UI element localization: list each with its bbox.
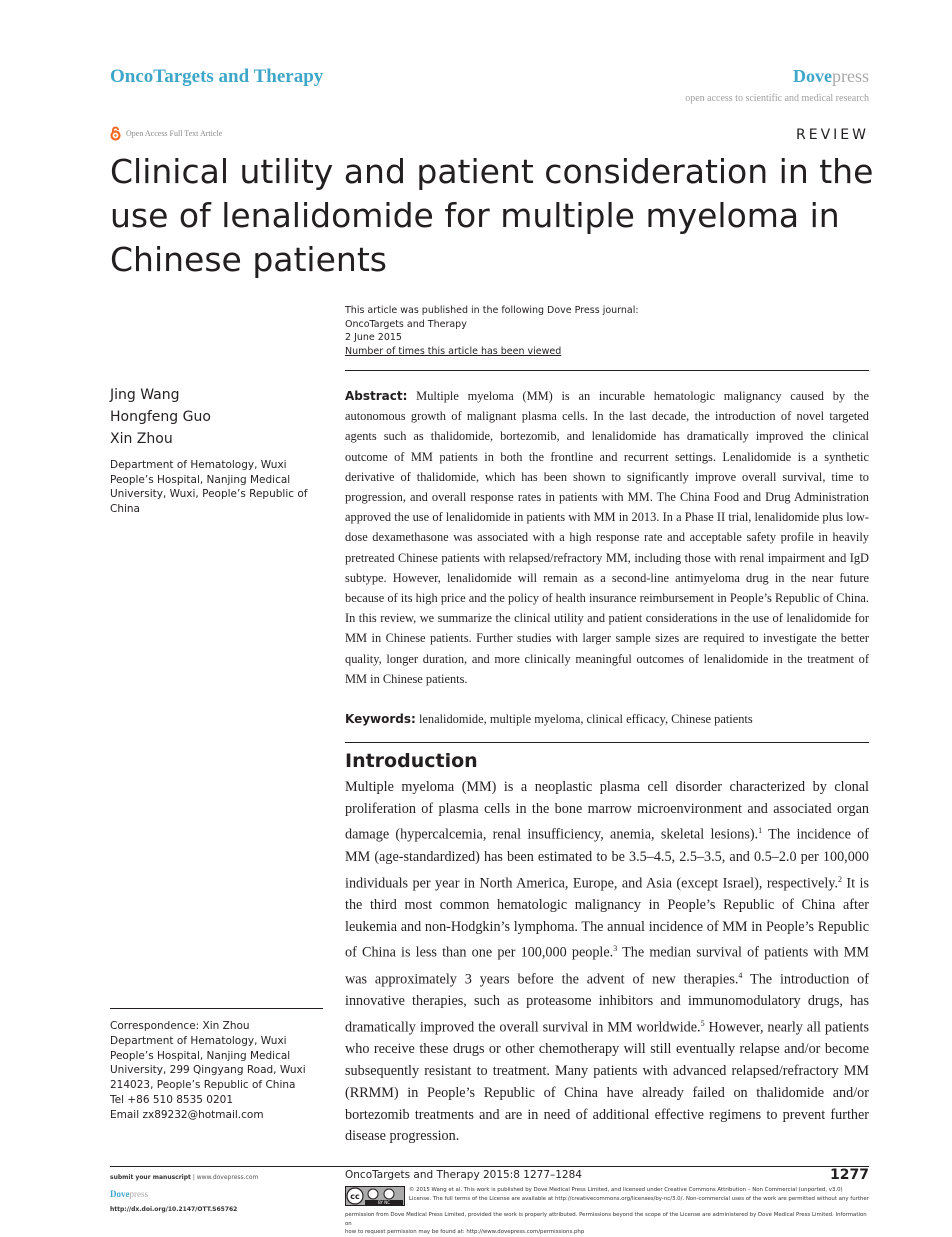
correspondence-line: Correspondence: Xin Zhou	[110, 1020, 250, 1032]
license-text	[409, 1186, 869, 1203]
submit-manuscript-link[interactable]: submit your manuscript	[110, 1174, 191, 1181]
correspondence-phone: Tel +86 510 8535 0201	[110, 1093, 234, 1106]
pub-line: This article was published in the following Dove Press journal:	[345, 305, 639, 316]
keywords-label: Keywords:	[345, 712, 416, 726]
reference-marker[interactable]: 2	[838, 874, 842, 884]
footer-citation: OncoTargets and Therapy 2015:8 1277–1284	[345, 1169, 582, 1181]
open-access-badge	[110, 126, 222, 141]
intro-sentence: The incidence of MM (age-standardized) has been estimated to be 3.5–4.5, 2.5–3.5, and 0.5–2.0 per 100,000 individuals per year in North America, Europe, and Asia (except Israel), respectively.	[345, 827, 869, 892]
author-list	[110, 384, 211, 450]
pub-date: 2 June 2015	[345, 332, 402, 343]
views-link[interactable]: Number of times this article has been viewed	[345, 345, 562, 357]
publication-info	[345, 304, 639, 358]
abstract-text: Multiple myeloma (MM) is an incurable hematologic malignancy caused by the autonomous growth of malignant plasma cells. In the last decade, the introduction of novel targeted agents such as thalidomide, bortezomib, and lenalidomide has dramatically improved the clinical outcome of MM patients in both the frontline and recurrent settings. Lenalidomide is a synthetic derivative of thalidomide, which has been shown to significantly improve overall survival, time to progression, and overall response rates in patients with MM. The China Food and Drug Administration approved the use of lenalidomide in patients with MM in 2013. In a Phase II trial, lenalidomide plus low-dose dexamethasone was associated with a high response rate and acceptable safety profile in heavily pretreated Chinese patients with relapsed/refractory MM, including those with renal impairment and IgD subtype. However, lenalidomide will remain as a second-line antimyeloma drug in the near future because of its high price and the policy of health insurance reimbursement in People’s Republic of China. In this review, we summarize the clinical utility and patient considerations in the use of lenalidomide for MM in Chinese patients. Further studies with larger sample sizes are required to investigate the better quality, longer duration, and more clinically meaningful outcomes of lenalidomide in the treatment of MM in Chinese patients.	[345, 389, 869, 686]
affiliation: Department of Hematology, Wuxi People’s Hospital, Nanjing Medical University, Wuxi, People’s Republic of China	[110, 459, 308, 515]
reference-marker[interactable]: 3	[613, 944, 618, 954]
article-type: REVIEW	[796, 127, 869, 143]
footer-divider	[110, 1166, 869, 1167]
footer-logo-main: Dove	[110, 1189, 130, 1199]
correspondence-email[interactable]: Email zx89232@hotmail.com	[110, 1108, 264, 1121]
correspondence-line: University, 299 Qingyang Road, Wuxi	[110, 1064, 306, 1077]
correspondence-line: Department of Hematology, Wuxi	[110, 1034, 287, 1047]
correspondence-line: People’s Hospital, Nanjing Medical	[110, 1049, 291, 1062]
license-line: how to request permission may be found at: http://www.dovepress.com/permissions.php	[345, 1229, 585, 1235]
keywords-text: lenalidomide, multiple myeloma, clinical efficacy, Chinese patients	[418, 712, 753, 726]
separator: |	[190, 1174, 197, 1181]
submit-url[interactable]: www.dovepress.com	[196, 1174, 259, 1181]
cc-label: BY NC	[377, 1200, 391, 1206]
publisher-logo-main: Dove	[793, 66, 832, 86]
footer-publisher-logo[interactable]	[110, 1186, 258, 1202]
author[interactable]: Hongfeng Guo	[110, 409, 211, 425]
intro-sentence: Multiple myeloma (MM) is a neoplastic plasma cell disorder characterized by clonal proliferation of plasma cells in the bone marrow microenvironment and associated organ damage (hypercalcemia, renal insufficiency, anemia, skeletal lesions).	[345, 779, 869, 844]
journal-name: OncoTargets and Therapy	[110, 66, 324, 87]
footer-logo-press: press	[129, 1189, 148, 1199]
intro-sentence: It is the third most common hematologic malignancy in People’s Republic of China after leukemia and non-Hodgkin’s lymphoma. The annual incidence of MM in People’s Republic of China is less than one per 100,000 people.	[345, 875, 869, 962]
introduction-text	[345, 777, 869, 1148]
keywords	[345, 709, 869, 729]
open-access-label: Open Access Full Text Article	[126, 129, 223, 138]
pub-journal: OncoTargets and Therapy	[345, 318, 467, 330]
reference-marker[interactable]: 1	[758, 826, 763, 836]
section-heading: Introduction	[345, 750, 478, 772]
intro-sentence: The introduction of innovative therapies, such as proteasome inhibitors and immunomodulatory drugs, has dramatically improved the overall survival in MM worldwide.	[345, 971, 869, 1036]
license-line: License. The full terms of the License are available at http://creativecommons.org/licenses/by-nc/3.0/. Non-commercial uses of the work are permitted without any further	[409, 1195, 869, 1202]
intro-sentence: However, nearly all patients who receive these drugs or other chemotherapy will still eventually relapse and/or become subsequently resistant to treatment. Many patients with advanced relapsed/refractory MM (RRMM) in People’s Republic of China have already failed on thalidomide and/or bortezomib treatments and are in need of additional effective regimens to prevent further disease progression.	[345, 1019, 870, 1145]
doi-link[interactable]: http://dx.doi.org/10.2147/OTT.S65762	[110, 1206, 238, 1213]
license-text-continued	[345, 1211, 869, 1237]
license-line: permission from Dove Medical Press Limited, provided the work is properly attributed. Permissions beyond the scope of the License are administered by Dove Medical Press Limited. Information on	[345, 1212, 867, 1227]
author[interactable]: Xin Zhou	[110, 431, 173, 447]
reference-marker[interactable]: 4	[738, 970, 743, 980]
publisher-tagline: open access to scientific and medical research	[685, 93, 869, 104]
page-number: 1277	[830, 1167, 869, 1183]
correspondence	[110, 1019, 323, 1123]
correspondence-line: 214023, People’s Republic of China	[110, 1079, 296, 1092]
open-access-icon	[110, 126, 121, 141]
creative-commons-icon[interactable]	[345, 1186, 405, 1206]
license-line: © 2015 Wang et al. This work is published by Dove Medical Press Limited, and licensed under Creative Commons Attribution – Non Commercial (unported, v3.0)	[409, 1187, 843, 1193]
footer-left	[110, 1170, 258, 1218]
reference-marker[interactable]: 5	[700, 1018, 705, 1028]
divider-intro	[345, 742, 869, 743]
abstract	[345, 386, 869, 689]
intro-sentence: The median survival of patients with MM was approximately 3 years before the advent of new therapies.	[345, 945, 869, 988]
divider-top	[345, 370, 869, 371]
author[interactable]: Jing Wang	[110, 387, 180, 403]
abstract-label: Abstract:	[345, 389, 408, 403]
correspondence-divider	[110, 1008, 323, 1009]
publisher-logo[interactable]	[793, 66, 869, 87]
svg-text:cc: cc	[350, 1192, 360, 1201]
publisher-logo-press: press	[832, 66, 869, 86]
article-title: Clinical utility and patient consideration in the use of lenalidomide for multiple myeloma in Chinese patients	[110, 152, 874, 279]
